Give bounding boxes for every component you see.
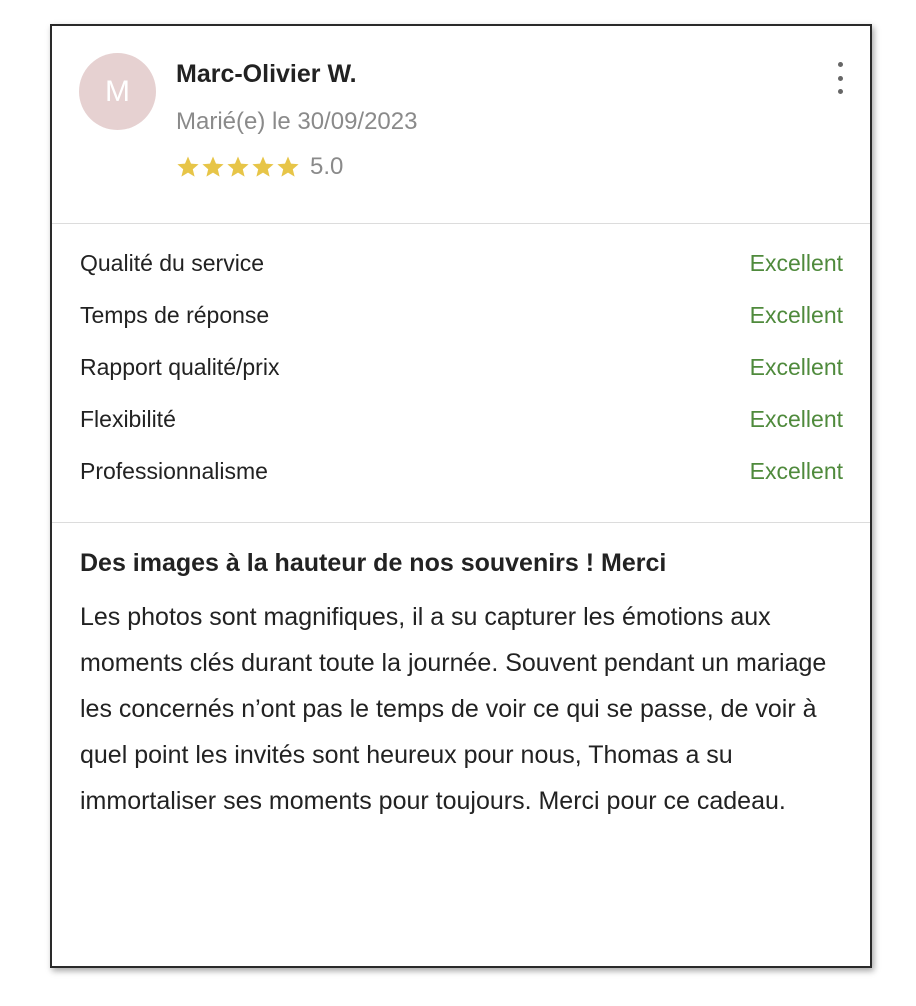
criterion-value: Excellent xyxy=(749,354,843,380)
review-header xyxy=(52,26,870,224)
review-card xyxy=(50,24,872,968)
criterion-value: Excellent xyxy=(749,458,843,484)
rating-row xyxy=(176,153,343,181)
more-vertical-icon xyxy=(838,89,843,94)
star-icon xyxy=(276,155,300,179)
criterion-value: Excellent xyxy=(749,302,843,328)
criterion-label: Flexibilité xyxy=(80,406,176,432)
criteria-list xyxy=(52,224,870,523)
review-title: Des images à la hauteur de nos souvenirs ! Merci xyxy=(80,549,667,577)
criterion-row xyxy=(52,302,870,354)
criterion-value: Excellent xyxy=(749,250,843,276)
avatar xyxy=(79,53,156,130)
criterion-row xyxy=(52,406,870,458)
avatar-initial: M xyxy=(105,74,130,108)
criterion-label: Rapport qualité/prix xyxy=(80,354,280,380)
criterion-value: Excellent xyxy=(749,406,843,432)
review-body xyxy=(52,523,870,824)
criterion-label: Temps de réponse xyxy=(80,302,270,328)
criterion-label: Professionnalisme xyxy=(80,458,268,484)
rating-value: 5.0 xyxy=(310,153,344,180)
married-date: Marié(e) le 30/09/2023 xyxy=(176,108,418,135)
star-icon xyxy=(201,155,225,179)
criterion-row xyxy=(52,250,870,302)
star-icon xyxy=(176,155,200,179)
more-options-button[interactable] xyxy=(830,62,850,94)
reviewer-name: Marc-Olivier W. xyxy=(176,60,357,88)
star-icon xyxy=(251,155,275,179)
review-text: Les photos sont magnifiques, il a su capturer les émotions aux moments clés durant toute la journée. Souvent pendant un mariage les concernés n’ont pas le temps de voir ce qui se passe, de voir à quel point les invités sont heureux pour nous, Thomas a su immortaliser ses moments pour toujours. Merci pour ce cadeau. xyxy=(80,603,827,815)
more-vertical-icon xyxy=(838,62,843,67)
criterion-row xyxy=(52,458,870,510)
star-rating xyxy=(176,155,300,179)
more-vertical-icon xyxy=(838,76,843,81)
criterion-label: Qualité du service xyxy=(80,250,265,276)
criterion-row xyxy=(52,354,870,406)
star-icon xyxy=(226,155,250,179)
